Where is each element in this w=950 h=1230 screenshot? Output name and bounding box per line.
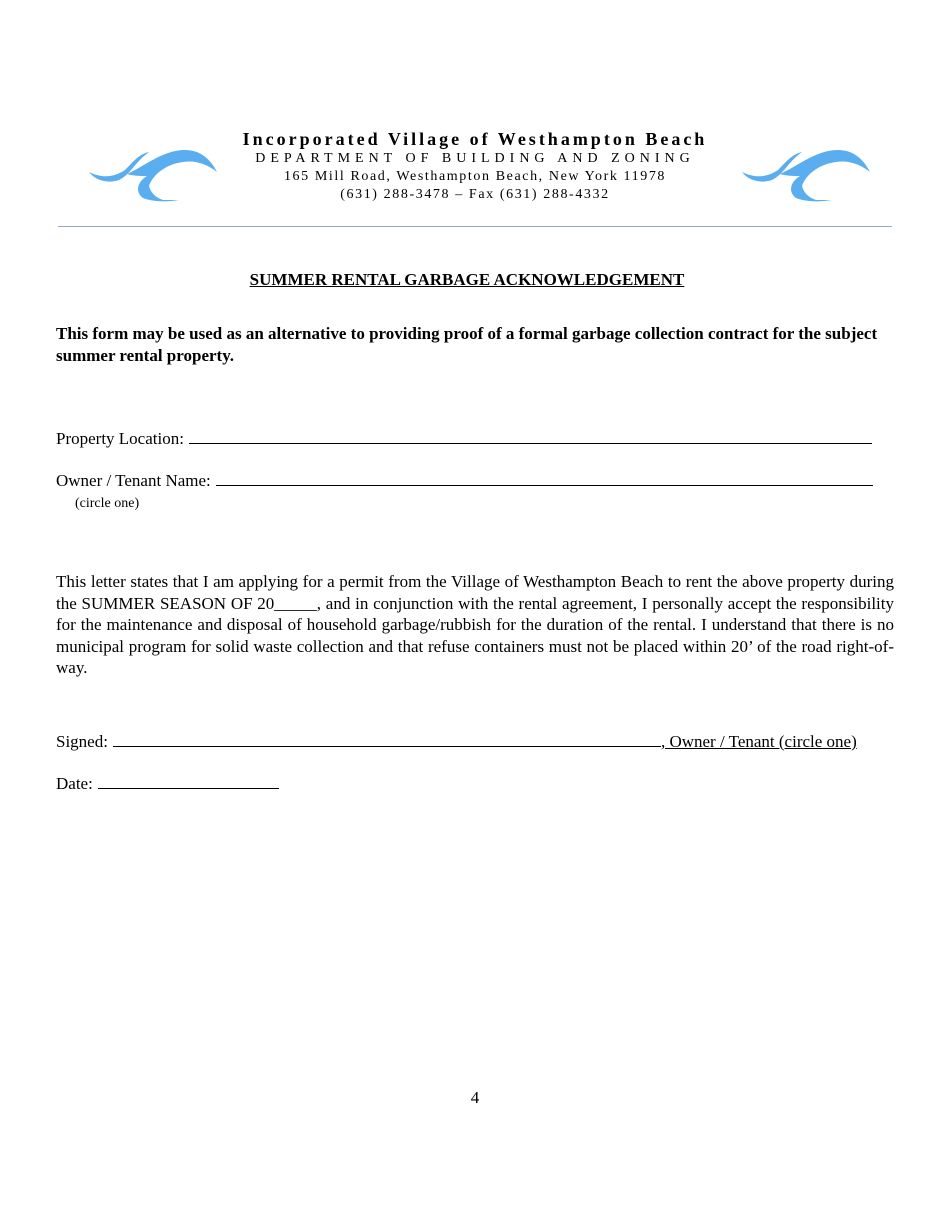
circle-one-note: (circle one) — [75, 496, 140, 511]
property-location-row — [56, 428, 872, 450]
form-intro: This form may be used as an alternative to providing proof of a formal garbage collection contract for the subject summer rental property. — [56, 324, 878, 365]
owner-tenant-label: Owner / Tenant Name: — [56, 471, 211, 490]
seagull-wing-shape — [742, 152, 802, 182]
seagull-logo-right — [740, 148, 872, 204]
property-location-label: Property Location: — [56, 429, 184, 448]
signed-row — [56, 731, 857, 753]
village-name: Incorporated Village of Westhampton Beach — [242, 129, 708, 149]
owner-tenant-row — [56, 470, 873, 492]
signed-label: Signed: — [56, 732, 108, 751]
owner-tenant-name-field[interactable] — [216, 470, 873, 486]
letterhead-divider — [58, 226, 892, 227]
property-location-field[interactable] — [189, 428, 872, 444]
date-label: Date: — [56, 774, 93, 793]
date-field[interactable] — [98, 773, 279, 789]
village-address: 165 Mill Road, Westhampton Beach, New York 11978 — [283, 169, 667, 184]
owner-tenant-circle-one: , Owner / Tenant (circle one) — [660, 732, 857, 751]
acknowledgement-statement: This letter states that I am applying for a permit from the Village of Westhampton Beach to rent the above property during the SUMMER SEASON OF 20_____, and in conjunction with the rental agreement, I personally accept the responsibility for the maintenance and disposal of household garbage/rubbish for the duration of the rental. I understand that there is no municipal program for solid waste collection and that refuse containers must not be placed within 20’ of the road right-of-way. — [56, 572, 894, 677]
date-row — [56, 773, 279, 795]
department-name: DEPARTMENT OF BUILDING AND ZONING — [255, 151, 695, 166]
page-number: 4 — [470, 1088, 480, 1107]
signature-field[interactable] — [113, 731, 661, 747]
village-phone-fax: (631) 288-3478 – Fax (631) 288-4332 — [340, 187, 610, 202]
form-title: SUMMER RENTAL GARBAGE ACKNOWLEDGEMENT — [249, 270, 685, 289]
